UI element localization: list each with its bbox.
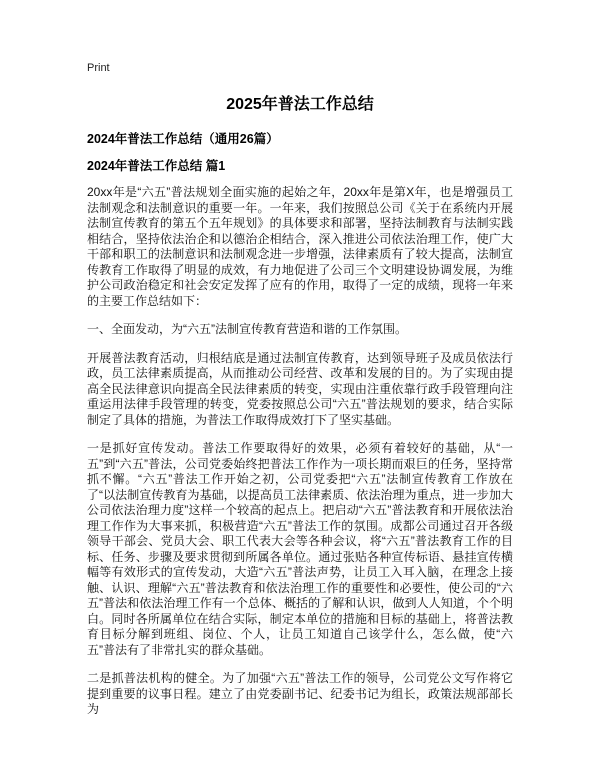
print-button[interactable]: Print [87,62,110,74]
paragraph-body-3-truncated: 二是抓普法机构的健全。为了加强“六五”普法工作的领导，公司党公文写作将它提到重要的议事日程。建立了由党委副书记、纪委书记为组长，政策法规部部长为 [87,671,513,716]
paragraph-intro: 20xx年是“六五”普法规划全面实施的起始之年，20xx年是第X年，也是增强员工法制观念和法制意识的重要一年。一年来，我们按照总公司《关于在系统内开展法制宣传教育的第五个五年规划》的具体要求和部署，坚持法制教育与法制实践相结合，坚持依法治企和以德治企相结合，深入推进公司依法治理工作，使广大干部和职工的法制意识和法制观念进一步增强，法律素质有了较大提高，法制宣传教育工作取得了明显的成效，有力地促进了公司三个文明建设协调发展，为维护公司政治稳定和社会安定发挥了应有的作用，取得了一定的成绩，现将一年来的主要工作总结如下： [87,185,513,308]
document-title: 2025年普法工作总结 [226,96,374,113]
document-subtitle: 2024年普法工作总结（通用26篇） [87,132,279,146]
paragraph-body-1: 开展普法教育活动，归根结底是通过法制宣传教育，达到领导班子及成员依法行政，员工法律素质提高，从而推动公司经营、改革和发展的目的。为了实现由提高全民法律意识向提高全民法律素质的转变，实现由注重依靠行政手段管理向注重运用法律手段管理的转变，党委按照总公司“六五”普法规划的要求，结合实际制定了具体的措施，为普法工作取得成效打下了坚实基础。 [87,350,513,427]
paragraph-body-2: 一是抓好宣传发动。普法工作要取得好的效果，必须有着较好的基础，从“一五”到“六五”普法，公司党委始终把普法工作作为一项长期而艰巨的任务，坚持常抓不懈。“六五”普法工作开始之初，公司党委把“六五”法制宣传教育工作放在了“以法制宣传教育为基础，以提高员工法律素质、依法治理为重点，进一步加大公司依法治理力度”这样一个较高的起点上。把启动“六五”普法教育和开展依法治理工作作为大事来抓，积极营造“六五”普法工作的氛围。成都公司通过召开各级领导干部会、党员大会、职工代表大会等各种会议，将“六五”普法教育工作的目标、任务、步骤及要求贯彻到所属各单位。通过张贴各种宣传标语、悬挂宣传横幅等有效形式的宣传发动，大造“六五”普法声势，让员工入耳入脑，在理念上接触、认识、理解“六五”普法教育和依法治理工作的重要性和必要性，使公司的“六五”普法和依法治理工作有一个总体、概括的了解和认识，做到人人知道，个个明白。同时各所属单位在结合实际，制定本单位的措施和目标的基础上，将普法教育目标分解到班组、岗位、个人，让员工知道自己该学什么，怎么做，使“六五”普法有了非常扎实的群众基础。 [87,441,513,657]
section-heading: 2024年普法工作总结 篇1 [87,159,226,173]
paragraph-subsection-title: 一、全面发动，为“六五”法制宣传教育营造和谐的工作氛围。 [87,322,407,336]
